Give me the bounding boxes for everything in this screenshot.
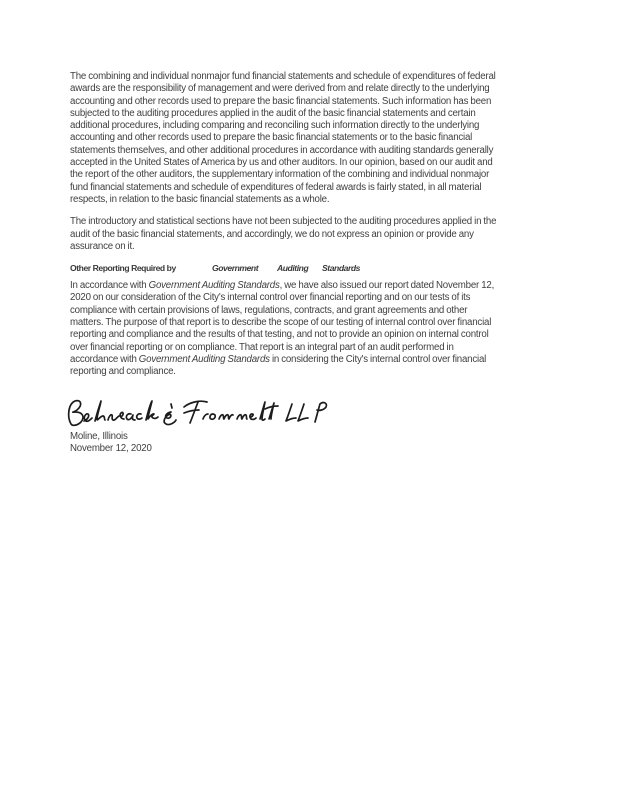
text-line: 2020 on our consideration of the City's internal control over financial reporting and on our tests of its [70, 292, 471, 304]
text-line: subjected to the auditing procedures applied in the audit of the basic financial statements and certain [70, 107, 476, 119]
paragraph-government-auditing-standards-report [70, 280, 570, 378]
text-line: compliance with certain provisions of laws, regulations, contracts, and grant agreements and other [70, 304, 468, 316]
document-content [70, 71, 570, 456]
text-line: accounting and other records used to prepare the basic financial statements or to the basic financial [70, 132, 473, 144]
text-line: accepted in the United States of America by us and other auditors. In our opinion, based on our audit and [70, 157, 493, 169]
text-line: accounting and other records used to prepare the basic financial statements. Such information has been [70, 95, 492, 107]
text-line: fund financial statements and schedule of expenditures of federal awards is fairly stated, in all material [70, 181, 482, 193]
text-line: audit of the basic financial statements, and accordingly, we do not express an opinion or provide any [70, 228, 474, 240]
handwritten-signature-bohnsack-frommelt-llp [66, 397, 330, 431]
text-line: statements themselves, and other additional procedures in accordance with auditing standards generally [70, 144, 494, 156]
text-line: assurance on it. [70, 240, 135, 252]
text-line: the report of the other auditors, the supplementary information of the combining and individual nonmajor [70, 169, 490, 181]
text-line: reporting and compliance. [70, 366, 176, 378]
text-line: The combining and individual nonmajor fund financial statements and schedule of expenditures of federal [70, 71, 496, 82]
text-line: additional procedures, including comparing and reconciling such information directly to the underlying [70, 120, 480, 132]
text-line: reporting and compliance and the results of that testing, and not to provide an opinion on internal control [70, 329, 489, 341]
paragraph-introductory-statistical-sections [70, 216, 570, 253]
heading-word-auditing: Auditing [277, 263, 309, 274]
text-line: The introductory and statistical sections have not been subjected to the auditing procedures applied in the [70, 216, 497, 228]
heading-word-standards: Standards [322, 263, 360, 274]
text-line: In accordance with Government Auditing Standards, we have also issued our report dated November 12, [70, 280, 495, 292]
paragraph-supplementary-information [70, 71, 570, 206]
text-line: respects, in relation to the basic financial statements as a whole. [70, 193, 330, 205]
text-line: matters. The purpose of that report is to describe the scope of our testing of internal control over financial [70, 317, 492, 329]
heading-word-government: Government [212, 263, 259, 274]
heading-prefix: Other Reporting Required by [70, 263, 176, 274]
text-line: accordance with Government Auditing Standards in considering the City's internal control over financial [70, 353, 487, 365]
signature-city: Moline, Illinois [70, 430, 128, 442]
signature-block [70, 397, 570, 456]
signature-date: November 12, 2020 [70, 443, 152, 455]
section-heading-other-reporting [70, 263, 570, 275]
text-line: awards are the responsibility of management and were derived from and relate directly to the underlying [70, 83, 490, 95]
text-line: over financial reporting or on compliance. That report is an integral part of an audit performed in [70, 341, 454, 353]
